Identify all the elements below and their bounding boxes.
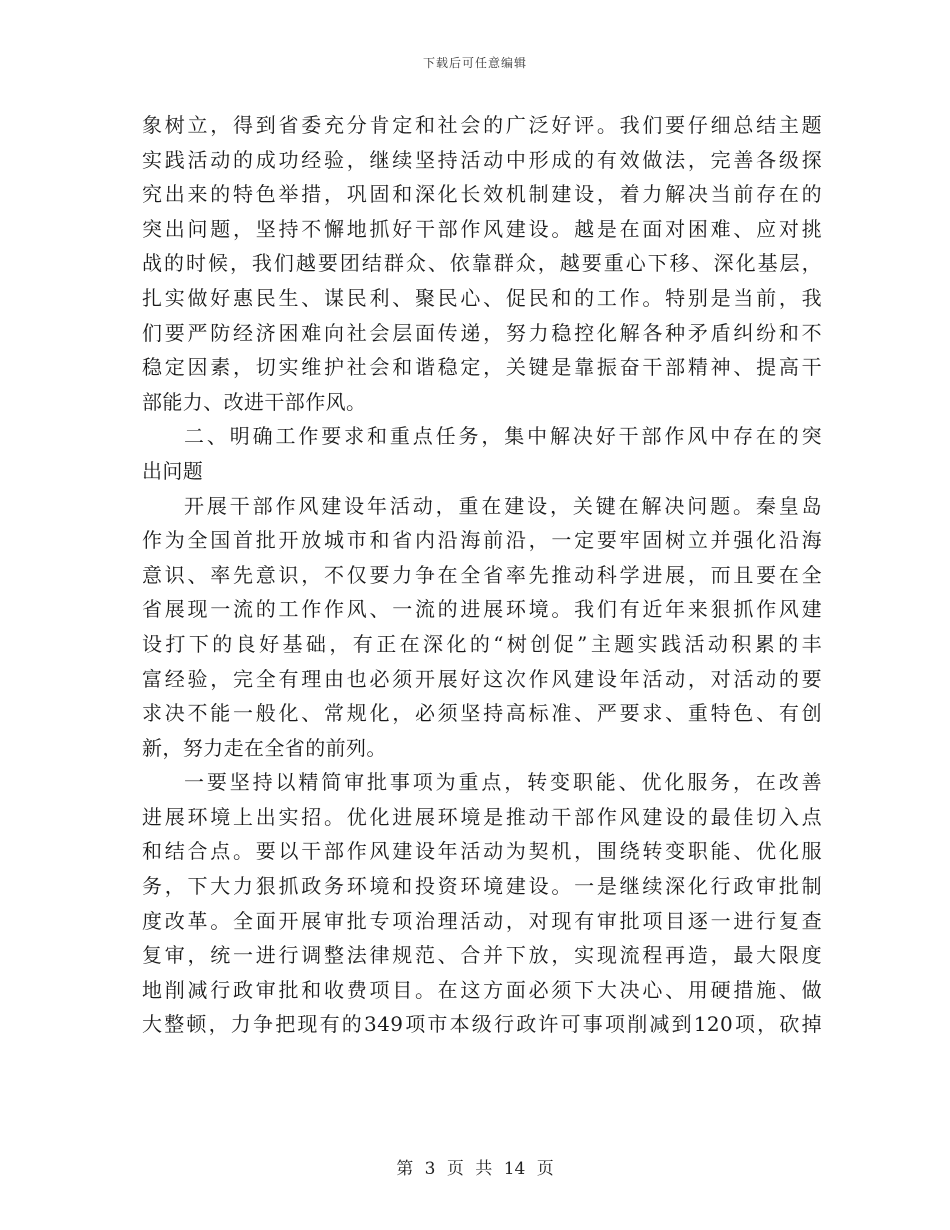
text-line: 务，下大力狠抓政务环境和投资环境建设。一是继续深化行政审批制 [142,874,822,899]
text-line: 地削减行政审批和收费项目。在这方面必须下大决心、用硬措施、做 [142,977,822,1002]
text-line: 开展干部作风建设年活动，重在建设，关键在解决问题。秦皇岛 [184,493,822,518]
text-line: 们要严防经济困难向社会层面传递，努力稳控化解各种矛盾纠纷和不 [142,320,822,345]
paragraph [142,765,822,1042]
text-line: 象树立，得到省委充分肯定和社会的广泛好评。我们要仔细总结主题 [142,113,822,137]
text-line: 大整顿，力争把现有的349项市本级行政许可事项削减到120项，砍掉 [142,1012,822,1037]
text-line: 究出来的特色举措，巩固和深化长效机制建设，着力解决当前存在的 [142,182,822,207]
section-heading [142,419,822,488]
text-line: 和结合点。要以干部作风建设年活动为契机，围绕转变职能、优化服 [142,839,822,864]
page-number: 第 3 页 共 14 页 [396,1159,554,1179]
text-line: 扎实做好惠民生、谋民利、聚民心、促民和的工作。特别是当前，我 [142,285,822,310]
text-line: 新，努力走在全省的前列。 [142,735,387,760]
text-line: 出问题 [142,458,204,483]
text-line: 实践活动的成功经验，继续坚持活动中形成的有效做法，完善各级探 [142,147,822,172]
text-line: 稳定因素，切实维护社会和谐稳定，关键是靠振奋干部精神、提高干 [142,355,822,380]
text-line: 二、明确工作要求和重点任务，集中解决好干部作风中存在的突 [184,424,822,449]
page-header: 下载后可任意编辑 [422,56,527,70]
text-line: 作为全国首批开放城市和省内沿海前沿，一定要牢固树立并强化沿海 [142,528,822,553]
text-line: 省展现一流的工作作风、一流的进展环境。我们有近年来狠抓作风建 [142,597,822,622]
text-line: 设打下的良好基础，有正在深化的“树创促”主题实践活动积累的丰 [142,631,822,656]
text-line: 富经验，完全有理由也必须开展好这次作风建设年活动，对活动的要 [142,666,822,691]
text-line: 求决不能一般化、常规化，必须坚持高标准、严要求、重特色、有创 [142,701,822,726]
paragraph [142,108,822,419]
text-line: 部能力、改进干部作风。 [142,389,367,414]
paragraph [142,489,822,766]
text-line: 突出问题，坚持不懈地抓好干部作风建设。越是在面对困难、应对挑 [142,216,822,241]
text-line: 一要坚持以精简审批事项为重点，转变职能、优化服务，在改善 [184,770,822,795]
text-line: 战的时候，我们越要团结群众、依靠群众，越要重心下移、深化基层， [142,251,822,276]
text-line: 进展环境上出实招。优化进展环境是推动干部作风建设的最佳切入点 [142,804,822,829]
document-body [142,108,822,1042]
text-line: 复审，统一进行调整法律规范、合并下放，实现流程再造，最大限度 [142,943,822,968]
text-line: 度改革。全面开展审批专项治理活动，对现有审批项目逐一进行复查 [142,908,822,933]
text-line: 意识、率先意识，不仅要力争在全省率先推动科学进展，而且要在全 [142,562,822,587]
